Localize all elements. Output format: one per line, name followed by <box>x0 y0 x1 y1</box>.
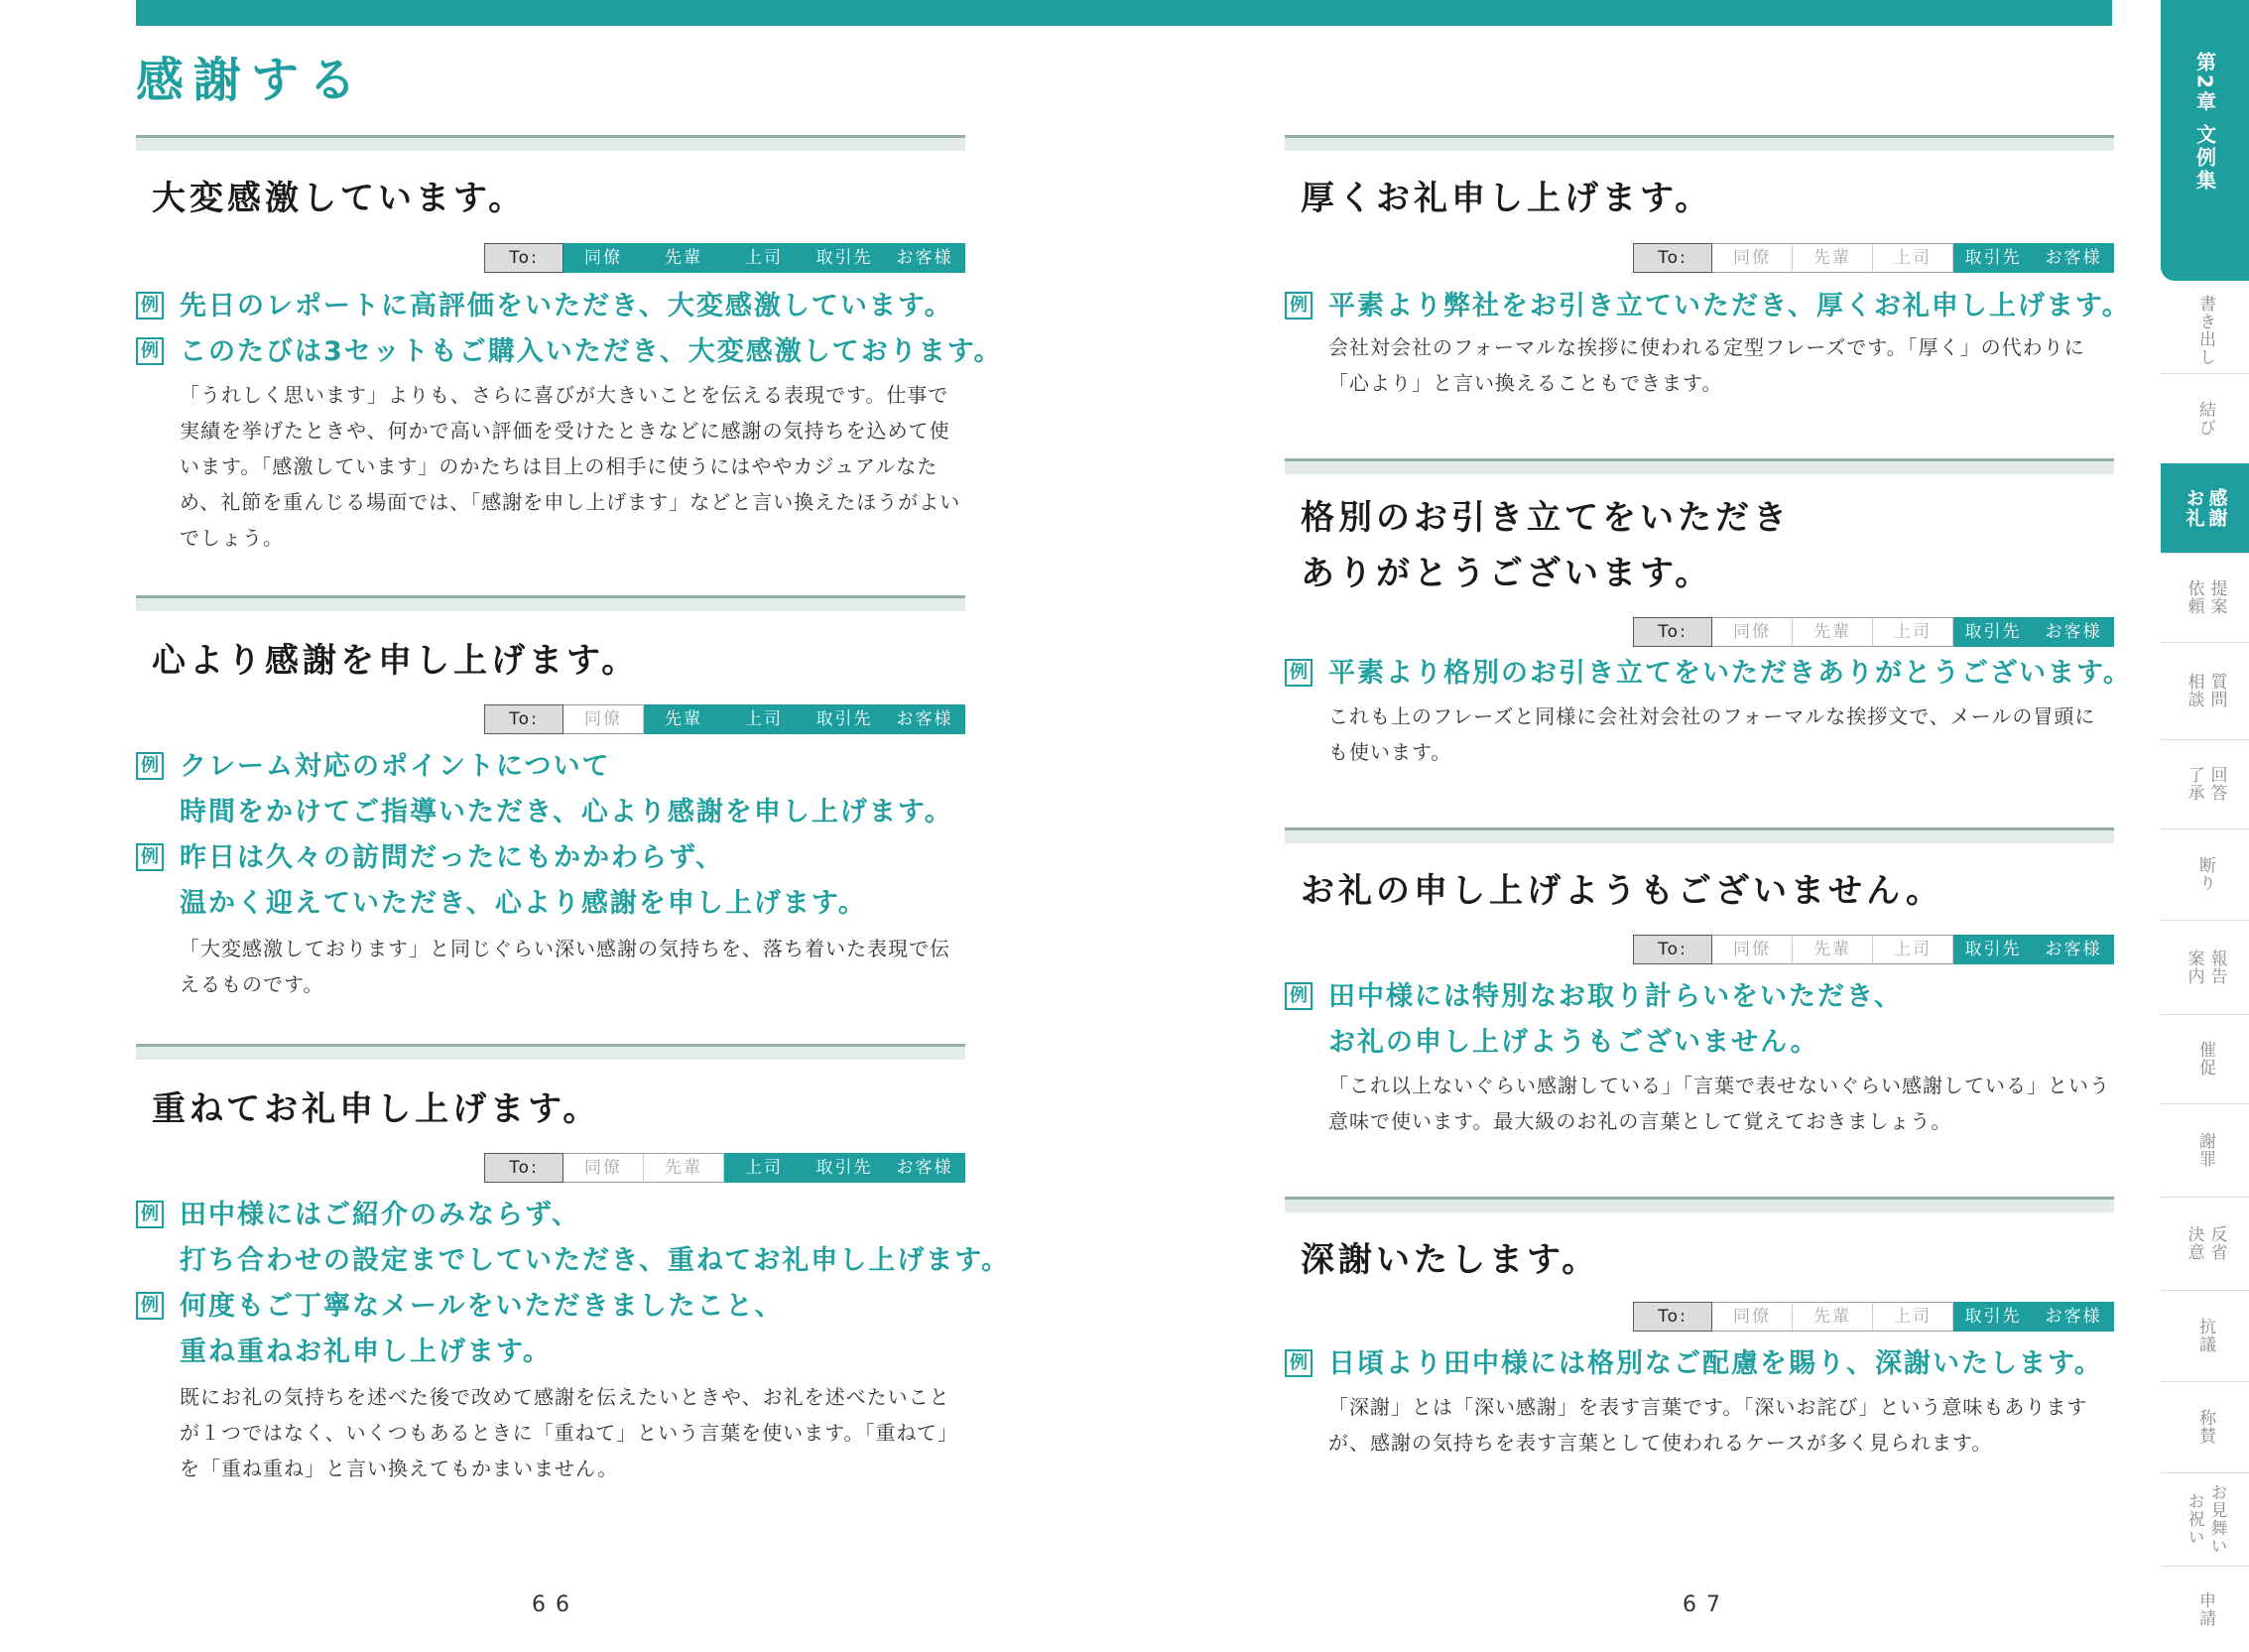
recipient-colleague: 同僚 <box>1712 243 1793 273</box>
example-sentence <box>136 329 1003 375</box>
example-line: 時間をかけてご指導いただき、心より感謝を申し上げます。 <box>180 797 953 827</box>
index-tab-label: 感謝 <box>2205 488 2228 528</box>
example-badge: 例 <box>1285 982 1312 1010</box>
recipient-senior: 先輩 <box>644 1153 724 1183</box>
index-tab-consult[interactable] <box>2161 643 2249 738</box>
phrase-section <box>1285 1197 2114 1484</box>
phrase-title: 格別のお引き立てをいただき <box>1301 498 1791 538</box>
phrase-section <box>136 1044 1011 1490</box>
chapter-label: 第2章 文例集 <box>2192 52 2217 192</box>
example-sentence <box>136 835 989 927</box>
to-label: To: <box>484 704 563 734</box>
index-tab-label: 申請 <box>2195 1590 2215 1627</box>
example-line: 何度もご丁寧なメールをいただきましたこと、 <box>180 1291 784 1322</box>
section-band <box>136 135 965 151</box>
example-badge: 例 <box>1285 1349 1312 1377</box>
recipient-bar <box>484 243 965 273</box>
top-accent-bar <box>136 0 2112 26</box>
index-tab-protest[interactable] <box>2161 1290 2249 1381</box>
recipient-senior: 先輩 <box>1793 617 1873 647</box>
example-badge: 例 <box>1285 292 1312 319</box>
page-title: 感謝する <box>136 53 367 108</box>
index-tab-label: 抗議 <box>2195 1318 2215 1353</box>
index-tab-label: 回答 <box>2206 766 2227 802</box>
example-line: 先日のレポートに高評価をいただき、大変感激しています。 <box>180 291 953 321</box>
recipient-client: 取引先 <box>1953 617 2034 647</box>
recipient-bar <box>1633 243 2114 273</box>
example-line: 重ね重ねお礼申し上げます。 <box>180 1336 552 1367</box>
chapter-tab[interactable] <box>2161 0 2249 281</box>
recipient-bar <box>1633 617 2114 647</box>
recipient-senior: 先輩 <box>1793 243 1873 273</box>
index-tab-label: お礼 <box>2183 488 2205 528</box>
index-tab-label: 相談 <box>2184 673 2204 708</box>
example-sentence <box>136 284 989 329</box>
phrase-description: 「これ以上ないぐらい感謝している」「言葉で表せないぐらい感謝している」という意味で使います。最大級のお礼の言葉として覚えておきましょう。 <box>1328 1074 2110 1133</box>
example-line: 田中様にはご紹介のみならず、 <box>180 1200 580 1230</box>
example-line: 平素より格別のお引き立てをいただきありがとうございます。 <box>1328 658 2132 689</box>
section-band <box>1285 458 2114 474</box>
example-line: 打ち合わせの設定までしていただき、重ねてお礼申し上げます。 <box>180 1245 1011 1276</box>
recipient-customer: お客様 <box>2034 935 2114 964</box>
index-tab-thanks[interactable] <box>2161 463 2249 553</box>
index-tab-apology[interactable] <box>2161 1103 2249 1197</box>
index-tab-reminder[interactable] <box>2161 1014 2249 1103</box>
recipient-boss: 上司 <box>724 704 805 734</box>
page-number-right: 67 <box>1683 1592 1730 1617</box>
recipient-colleague: 同僚 <box>1712 935 1793 964</box>
recipient-client: 取引先 <box>1953 243 2034 273</box>
example-sentence <box>1285 1341 2138 1387</box>
phrase-section <box>136 595 965 1012</box>
phrase-title: お礼の申し上げようもございません。 <box>1301 871 1944 911</box>
phrase-title: 厚くお礼申し上げます。 <box>1301 179 1713 218</box>
phrase-title: 大変感激しています。 <box>152 179 527 218</box>
recipient-colleague: 同僚 <box>1712 617 1793 647</box>
index-tab-label: 質問 <box>2206 673 2227 708</box>
index-tab-label: 案内 <box>2184 949 2204 985</box>
example-badge: 例 <box>136 292 164 319</box>
phrase-section <box>1285 135 2131 413</box>
recipient-client: 取引先 <box>805 1153 885 1183</box>
index-tab-label: お見舞い <box>2206 1483 2227 1555</box>
index-tab-label: 提案 <box>2206 579 2227 615</box>
phrase-section <box>1285 458 2132 786</box>
index-tab-decline[interactable] <box>2161 828 2249 920</box>
index-tab-celebration[interactable] <box>2161 1472 2249 1566</box>
page-number-left: 66 <box>532 1592 579 1617</box>
example-badge: 例 <box>1285 659 1312 687</box>
phrase-description: 会社対会社のフォーマルな挨拶に使われる定型フレーズです。「厚く」の代わりに「心より」と言い換えることもできます。 <box>1328 335 2085 395</box>
example-sentence <box>136 744 989 835</box>
recipient-senior: 先輩 <box>644 704 724 734</box>
example-line: 田中様には特別なお取り計らいをいただき、 <box>1328 981 1903 1012</box>
recipient-senior: 先輩 <box>644 243 724 273</box>
phrase-title: 心より感謝を申し上げます。 <box>152 641 640 681</box>
example-line: 平素より弊社をお引き立ていただき、厚くお礼申し上げます。 <box>1328 291 2131 321</box>
example-badge: 例 <box>136 337 164 365</box>
section-band <box>1285 1197 2114 1212</box>
to-label: To: <box>484 243 563 273</box>
example-sentence <box>136 1284 989 1375</box>
recipient-bar <box>484 1153 965 1183</box>
index-tab-label: 謝罪 <box>2195 1132 2215 1168</box>
recipient-senior: 先輩 <box>1793 935 1873 964</box>
to-label: To: <box>1633 243 1712 273</box>
example-line: クレーム対応のポイントについて <box>180 751 611 782</box>
example-badge: 例 <box>136 1201 164 1228</box>
index-tab-answer[interactable] <box>2161 739 2249 828</box>
index-tab-praise[interactable] <box>2161 1381 2249 1472</box>
recipient-customer: お客様 <box>2034 243 2114 273</box>
recipient-boss: 上司 <box>724 243 805 273</box>
section-band <box>1285 827 2114 843</box>
recipient-boss: 上司 <box>1873 935 1953 964</box>
phrase-title: 重ねてお礼申し上げます。 <box>152 1089 601 1129</box>
index-tab-label: 反省 <box>2206 1225 2227 1261</box>
index-tab-closing[interactable] <box>2161 374 2249 463</box>
index-tab-label: 結び <box>2195 401 2215 437</box>
index-tab-label: 依頼 <box>2184 579 2204 615</box>
recipient-bar <box>484 704 965 734</box>
section-band <box>1285 135 2114 151</box>
example-line: お礼の申し上げようもございません。 <box>1328 1027 1819 1058</box>
recipient-bar <box>1633 1302 2114 1332</box>
index-tab-request[interactable] <box>2161 553 2249 642</box>
recipient-boss: 上司 <box>1873 243 1953 273</box>
recipient-client: 取引先 <box>805 704 885 734</box>
example-badge: 例 <box>136 843 164 871</box>
index-tab-label: お祝い <box>2184 1492 2204 1546</box>
example-sentence <box>1285 651 2138 697</box>
example-sentence <box>1285 284 2138 329</box>
section-band <box>136 1044 965 1060</box>
phrase-section <box>136 135 1003 550</box>
example-sentence <box>1285 974 2138 1066</box>
recipient-colleague: 同僚 <box>1712 1302 1793 1332</box>
index-tab-notice[interactable] <box>2161 920 2249 1014</box>
index-tab-label: 決意 <box>2184 1225 2204 1261</box>
phrase-description: 既にお礼の気持ちを述べた後で改めて感謝を伝えたいときや、お礼を述べたいことが１つではなく、いくつもあるときに「重ねて」という言葉を使います。「重ねて」を「重ね重ね」と言い換えてもかまいません。 <box>180 1385 958 1480</box>
phrase-title: ありがとうございます。 <box>1301 554 1713 593</box>
recipient-customer: お客様 <box>885 704 965 734</box>
recipient-senior: 先輩 <box>1793 1302 1873 1332</box>
recipient-client: 取引先 <box>1953 935 2034 964</box>
recipient-customer: お客様 <box>885 1153 965 1183</box>
recipient-client: 取引先 <box>1953 1302 2034 1332</box>
recipient-customer: お客様 <box>2034 617 2114 647</box>
example-line: 温かく迎えていただき、心より感謝を申し上げます。 <box>180 888 867 919</box>
recipient-bar <box>1633 935 2114 964</box>
recipient-client: 取引先 <box>805 243 885 273</box>
phrase-description: これも上のフレーズと同様に会社対会社のフォーマルな挨拶文で、メールの冒頭にも使います。 <box>1328 704 2096 764</box>
index-tab-label: 断り <box>2195 856 2215 892</box>
recipient-colleague: 同僚 <box>563 704 644 734</box>
phrase-description: 「大変感激しております」と同じぐらい深い感謝の気持ちを、落ち着いた表現で伝えるものです。 <box>180 937 950 996</box>
recipient-colleague: 同僚 <box>563 1153 644 1183</box>
example-sentence <box>136 1193 1011 1284</box>
example-line: このたびは3セットもご購入いただき、大変感激しております。 <box>180 336 1003 367</box>
to-label: To: <box>1633 935 1712 964</box>
phrase-description: 「深謝」とは「深い感謝」を表す言葉です。「深いお詫び」という意味もありますが、感謝の気持ちを表す言葉として使われるケースが多く見られます。 <box>1328 1395 2088 1455</box>
section-band <box>136 595 965 611</box>
index-tab-opening[interactable] <box>2161 281 2249 380</box>
recipient-boss: 上司 <box>1873 617 1953 647</box>
index-tab-application[interactable] <box>2161 1566 2249 1652</box>
example-badge: 例 <box>136 752 164 780</box>
to-label: To: <box>1633 617 1712 647</box>
to-label: To: <box>484 1153 563 1183</box>
phrase-section <box>1285 827 2114 1155</box>
recipient-colleague: 同僚 <box>563 243 644 273</box>
index-tab-label: 書き出し <box>2195 295 2215 366</box>
recipient-customer: お客様 <box>885 243 965 273</box>
phrase-title: 深謝いたします。 <box>1301 1240 1600 1280</box>
recipient-customer: お客様 <box>2034 1302 2114 1332</box>
example-line: 昨日は久々の訪問だったにもかかわらず、 <box>180 842 724 873</box>
index-tab-label: 催促 <box>2195 1041 2215 1077</box>
phrase-description: 「うれしく思います」よりも、さらに喜びが大きいことを伝える表現です。仕事で実績を挙げたときや、何かで高い評価を受けたときなどに感謝の気持ちを込めて使います。「感激しています」のかたちは目上の相手に使うにはややカジュアルなため、礼節を重んじる場面では、「感謝を申し上げます」などと言い換えたほうがよいでしょう。 <box>180 383 961 550</box>
index-tab-resolve[interactable] <box>2161 1197 2249 1290</box>
to-label: To: <box>1633 1302 1712 1332</box>
index-tab-label: 了承 <box>2184 766 2204 802</box>
example-badge: 例 <box>136 1292 164 1320</box>
index-tab-label: 報告 <box>2206 949 2227 985</box>
index-tab-label: 称賛 <box>2195 1409 2215 1445</box>
recipient-boss: 上司 <box>1873 1302 1953 1332</box>
example-line: 日頃より田中様には格別なご配慮を賜り、深謝いたします。 <box>1328 1348 2103 1379</box>
recipient-boss: 上司 <box>724 1153 805 1183</box>
